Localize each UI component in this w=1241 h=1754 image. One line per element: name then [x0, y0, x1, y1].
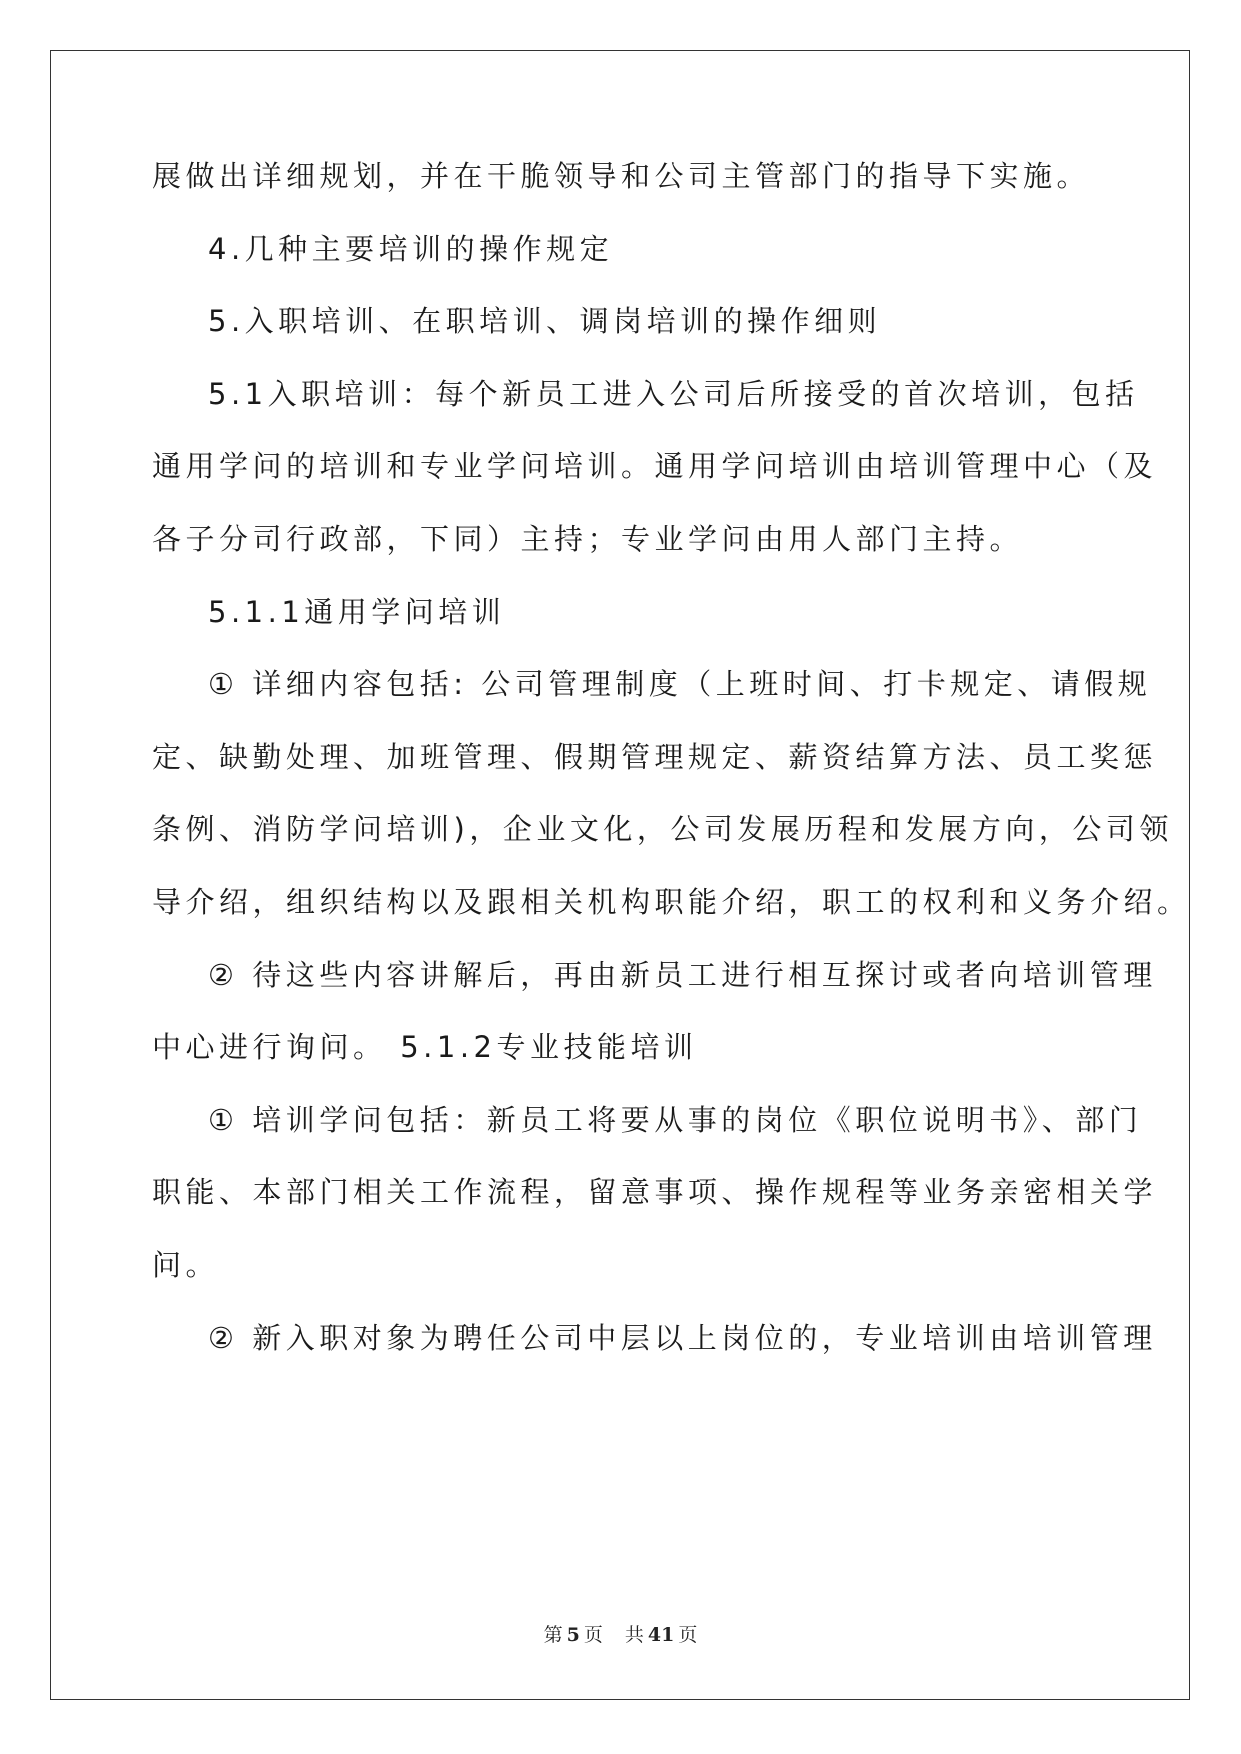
text-line: 5.1入职培训：每个新员工进入公司后所接受的首次培训，包括 — [208, 377, 1139, 411]
text-line: 职能、本部门相关工作流程，留意事项、操作规程等业务亲密相关学 — [152, 1175, 1158, 1209]
text-line: ① 培训学问包括：新员工将要从事的岗位《职位说明书》、部门 — [208, 1103, 1143, 1137]
text-line: 条例、消防学问培训)，企业文化，公司发展历程和发展方向，公司领 — [152, 812, 1173, 846]
text-line: 中心进行询问。 5.1.2专业技能培训 — [152, 1030, 698, 1064]
text-line: ② 待这些内容讲解后，再由新员工进行相互探讨或者向培训管理 — [208, 958, 1157, 992]
text-line: 导介绍，组织结构以及跟相关机构职能介绍，职工的权利和义务介绍。 — [152, 885, 1191, 919]
text-line: ② 新入职对象为聘任公司中层以上岗位的，专业培训由培训管理 — [208, 1321, 1157, 1355]
footer-page-suffix: 页 — [583, 1624, 603, 1646]
footer-total-suffix: 页 — [678, 1624, 698, 1646]
current-page-number: 5 — [566, 1624, 580, 1646]
text-line: 定、缺勤处理、加班管理、假期管理规定、薪资结算方法、员工奖惩 — [152, 740, 1158, 774]
page-footer — [0, 1620, 1241, 1647]
text-line: 5.入职培训、在职培训、调岗培训的操作细则 — [208, 304, 882, 338]
text-line: 问。 — [152, 1248, 220, 1282]
total-pages-number: 41 — [647, 1624, 675, 1646]
text-line: 通用学问的培训和专业学问培训。通用学问培训由培训管理中心（及 — [152, 449, 1158, 483]
footer-total-prefix: 共 — [624, 1624, 644, 1646]
text-line: 5.1.1通用学问培训 — [208, 595, 506, 629]
text-line: 展做出详细规划，并在干脆领导和公司主管部门的指导下实施。 — [152, 159, 1091, 193]
footer-prefix: 第 — [543, 1624, 563, 1646]
text-line: ① 详细内容包括: 公司管理制度（上班时间、打卡规定、请假规 — [208, 667, 1152, 701]
text-line: 各子分司行政部，下同）主持；专业学问由用人部门主持。 — [152, 522, 1024, 556]
page-border — [50, 50, 1190, 1700]
text-line: 4.几种主要培训的操作规定 — [208, 232, 614, 266]
